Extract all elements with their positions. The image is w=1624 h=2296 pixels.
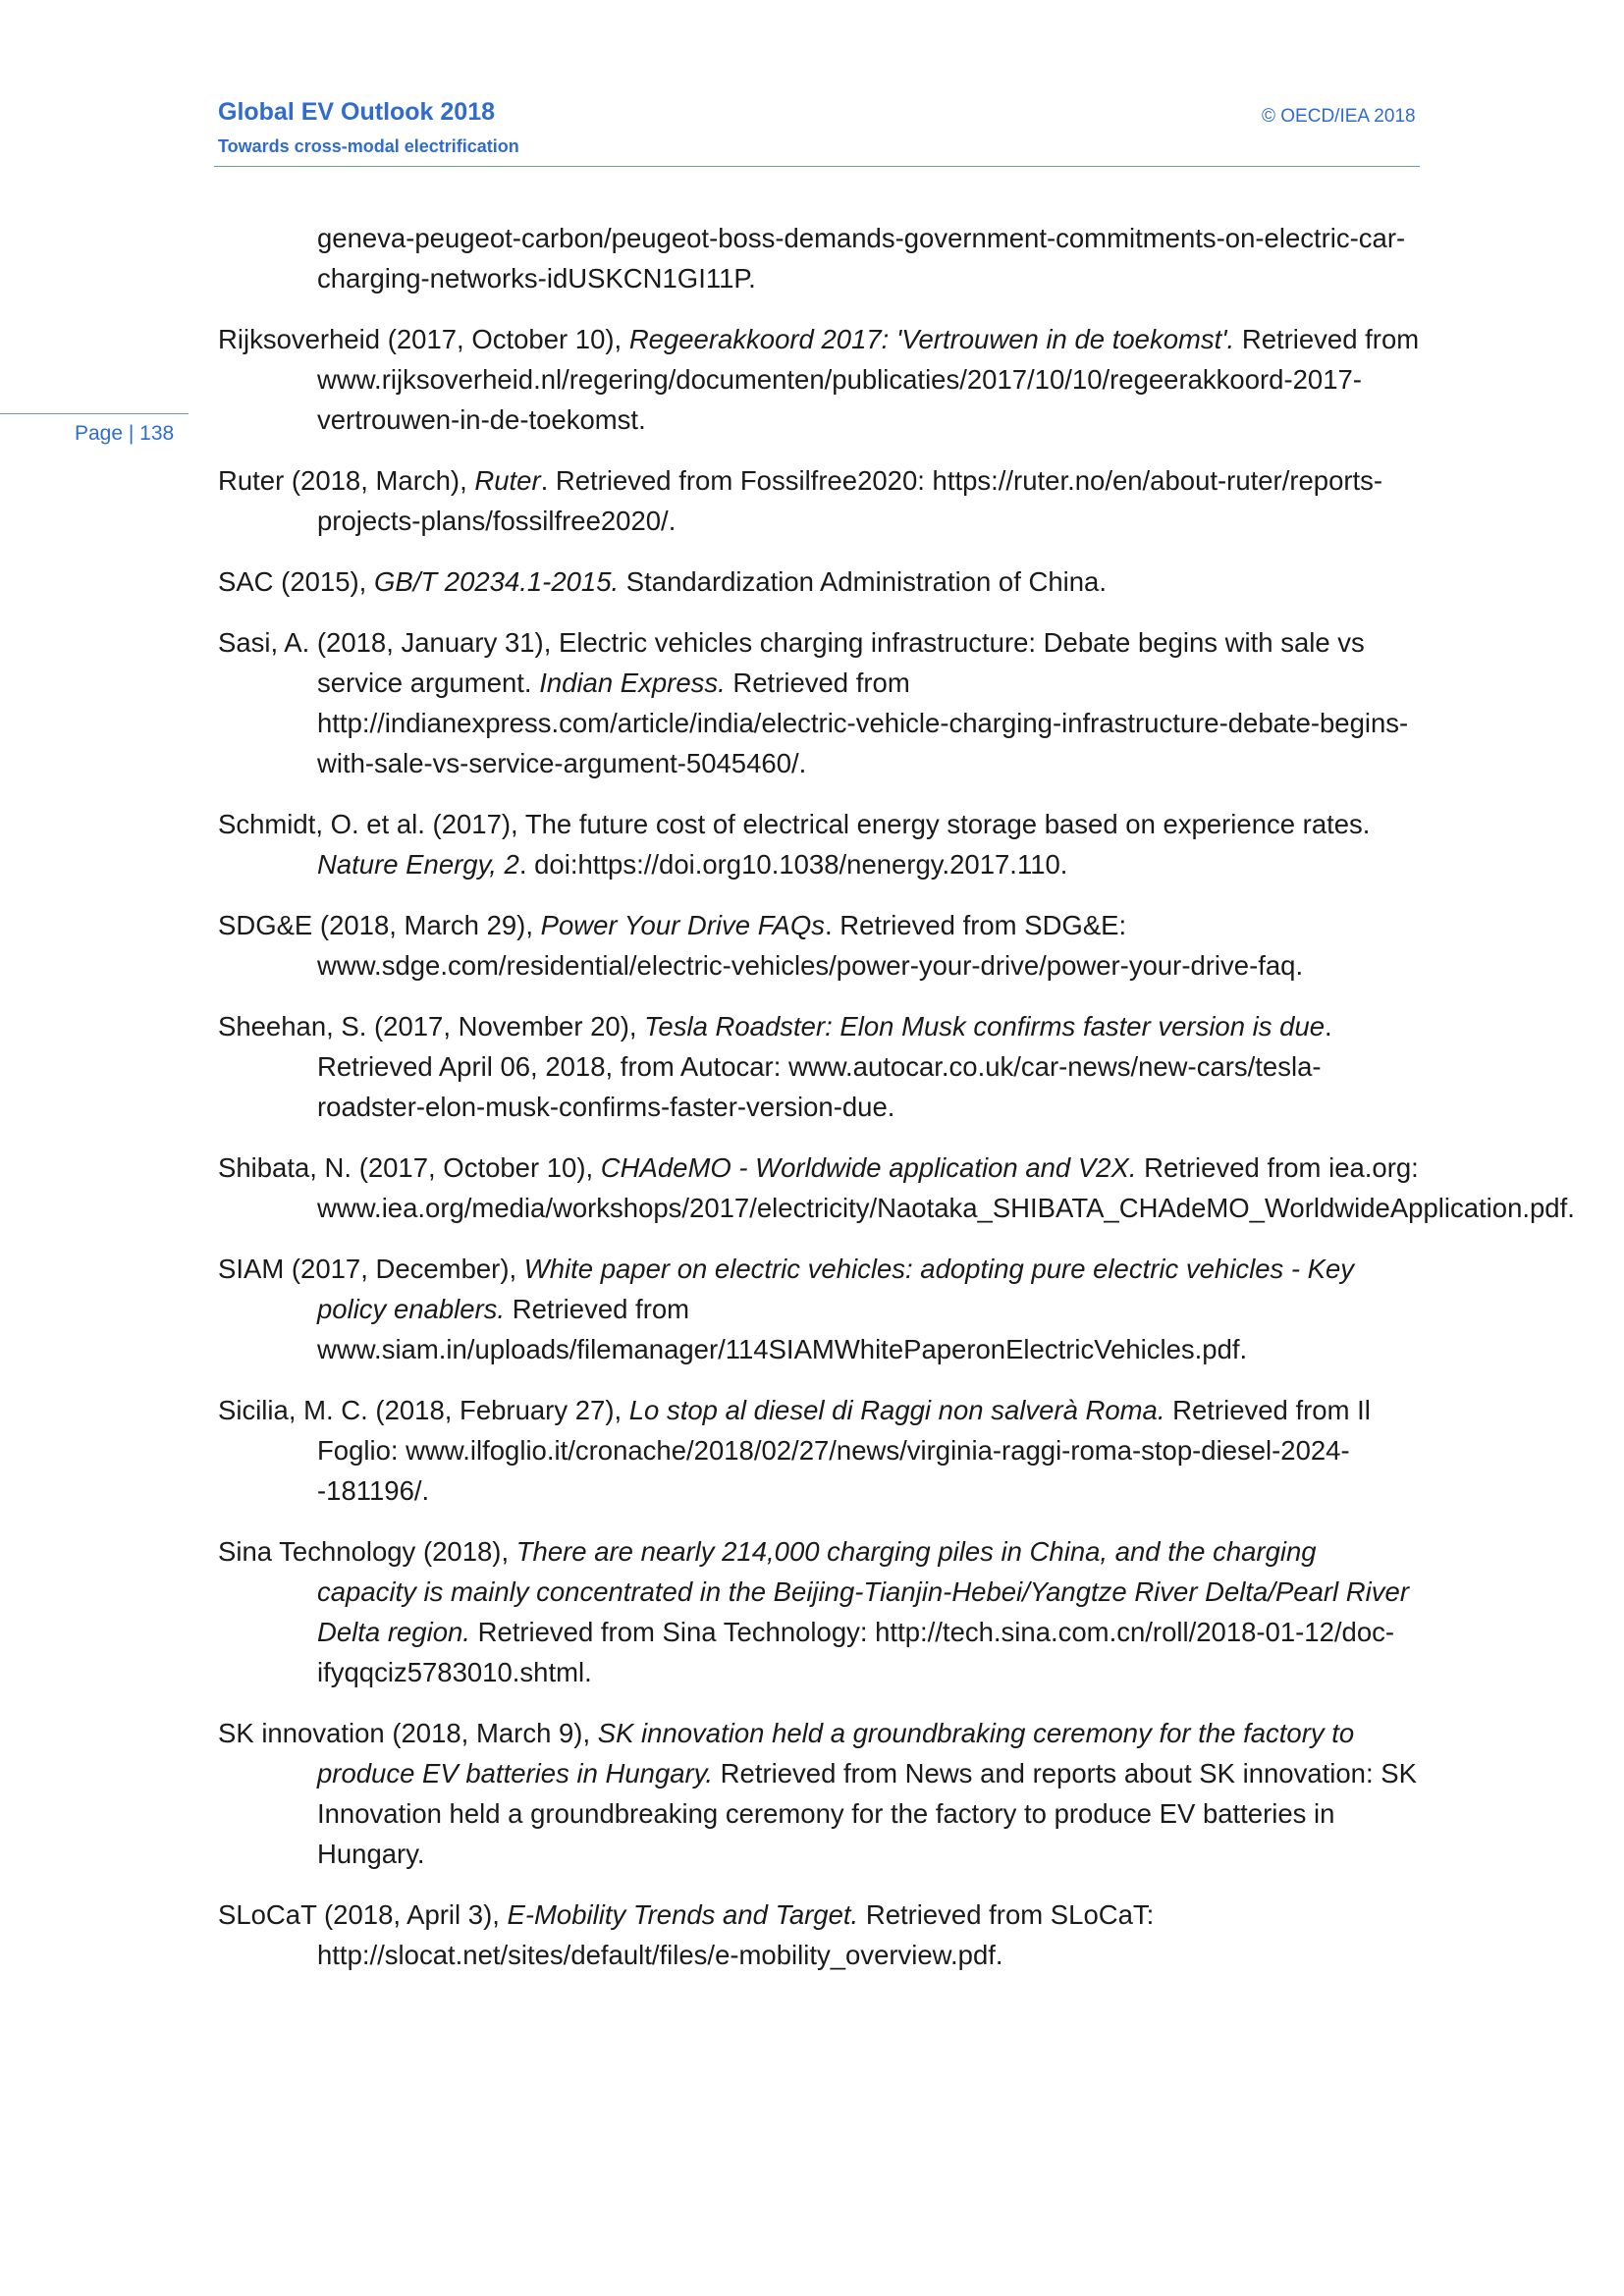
page-number: Page | 138 [75, 422, 175, 445]
reference-entry: Sheehan, S. (2017, November 20), Tesla Roadster: Elon Musk confirms faster version is due. Retrieved April 06, 2018, from Autocar: www.autocar.co.uk/car-news/new-cars/tesla-roadster-elon-musk-confirms-faster-version-due. [218, 1011, 1332, 1122]
reference-entry: geneva-peugeot-carbon/peugeot-boss-demands-government-commitments-on-electric-car-charging-networks-idUSKCN1GI11P. [317, 223, 1406, 294]
reference-list [218, 218, 1575, 1996]
document-subtitle: Towards cross-modal electrification [218, 136, 519, 156]
reference-entry: SDG&E (2018, March 29), Power Your Drive FAQs. Retrieved from SDG&E: www.sdge.com/residential/electric-vehicles/power-your-drive/power-your-drive-faq. [218, 910, 1304, 981]
reference-entry: Sina Technology (2018), There are nearly 214,000 charging piles in China, and the charging capacity is mainly concentrated in the Beijing-Tianjin-Hebei/Yangtze River Delta/Pearl River Delta region. Retrieved from Sina Technology: http://tech.sina.com.cn/roll/2018-01-12/doc-ifyqqciz5783010.shtml. [218, 1536, 1409, 1687]
reference-entry: Shibata, N. (2017, October 10), CHAdeMO - Worldwide application and V2X. Retrieved from iea.org: www.iea.org/media/workshops/2017/electricity/Naotaka_SHIBATA_CHAdeMO_WorldwideApplication.pdf. [218, 1152, 1575, 1223]
header-divider [214, 166, 1420, 167]
reference-entry: SLoCaT (2018, April 3), E-Mobility Trends and Target. Retrieved from SLoCaT: http://slocat.net/sites/default/files/e-mobility_overview.pdf. [218, 1899, 1155, 1970]
reference-entry: Ruter (2018, March), Ruter. Retrieved from Fossilfree2020: https://ruter.no/en/about-ruter/reports-projects-plans/fossilfree2020/. [218, 465, 1383, 536]
reference-entry: Sicilia, M. C. (2018, February 27), Lo stop al diesel di Raggi non salverà Roma. Retrieved from Il Foglio: www.ilfoglio.it/cronache/2018/02/27/news/virginia-raggi-roma-stop-diesel-2024--181196/. [218, 1395, 1371, 1506]
reference-entry: SAC (2015), GB/T 20234.1-2015. Standardization Administration of China. [218, 566, 1107, 597]
reference-entry: SK innovation (2018, March 9), SK innovation held a groundbraking ceremony for the factory to produce EV batteries in Hungary. Retrieved from News and reports about SK innovation: SK Innovation held a groundbreaking ceremony for the factory to produce EV batteries in Hungary. [218, 1718, 1417, 1869]
page-number-divider [0, 413, 189, 414]
reference-entry: Schmidt, O. et al. (2017), The future cost of electrical energy storage based on experience rates. Nature Energy, 2. doi:https://doi.org10.1038/nenergy.2017.110. [218, 809, 1371, 880]
reference-entry: Sasi, A. (2018, January 31), Electric vehicles charging infrastructure: Debate begins with sale vs service argument. Indian Express. Retrieved from http://indianexpress.com/article/india/electric-vehicle-charging-infrastructure-debate-begins-with-sale-vs-service-argument-5045460/. [218, 627, 1409, 778]
copyright-notice: © OECD/IEA 2018 [1262, 106, 1416, 127]
reference-entry: SIAM (2017, December), White paper on electric vehicles: adopting pure electric vehicles - Key policy enablers. Retrieved from www.siam.in/uploads/filemanager/114SIAMWhitePaperonElectricVehicles.pdf. [218, 1254, 1355, 1364]
document-title: Global EV Outlook 2018 [218, 98, 496, 126]
reference-entry: Rijksoverheid (2017, October 10), Regeerakkoord 2017: 'Vertrouwen in de toekomst'. Retrieved from www.rijksoverheid.nl/regering/documenten/publicaties/2017/10/10/regeerakkoord-2017-vertrouwen-in-de-toekomst. [218, 324, 1420, 435]
